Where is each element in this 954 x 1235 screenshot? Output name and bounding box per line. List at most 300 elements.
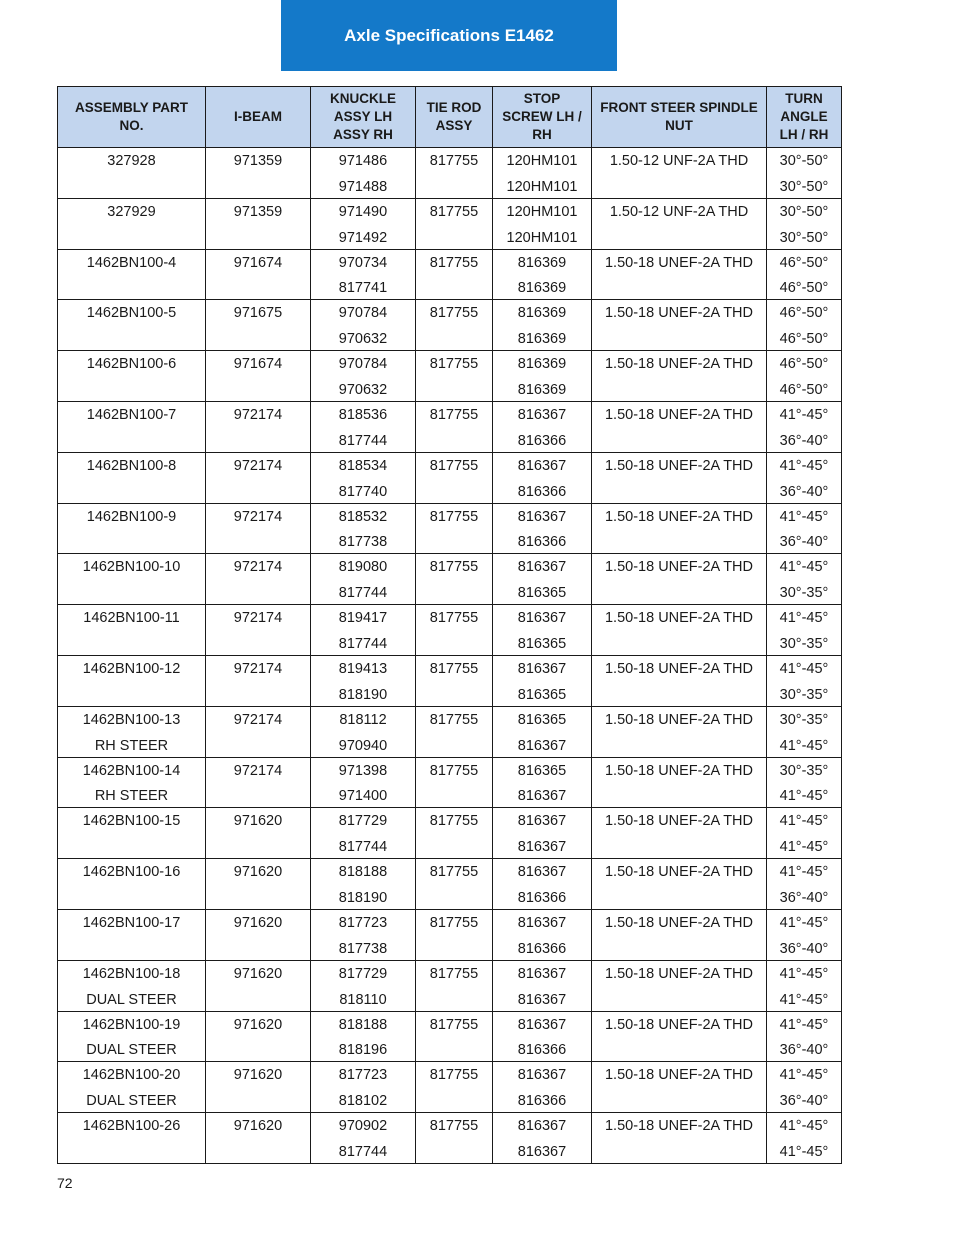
spindle-nut-cell xyxy=(592,1062,767,1113)
knuckle-cell xyxy=(311,859,416,910)
knuckle-cell xyxy=(311,706,416,757)
tie-rod-cell xyxy=(416,909,493,960)
tie-rod-value: 817755 xyxy=(429,254,479,271)
spindle-nut-cell xyxy=(592,859,767,910)
spindle-nut-value: 1.50-18 UNEF-2A THD xyxy=(604,864,753,881)
knuckle-cell xyxy=(311,1011,416,1062)
assembly-part-cell xyxy=(58,960,206,1011)
stop-screw-line-2: 816365 xyxy=(517,585,567,602)
turn-angle-line-2: 41°-45° xyxy=(779,788,829,805)
assembly-part-line-1: 1462BN100-15 xyxy=(82,813,181,830)
stop-screw-line-2: 816366 xyxy=(517,1042,567,1059)
i-beam-value: 972174 xyxy=(233,610,283,627)
spindle-nut-value: 1.50-18 UNEF-2A THD xyxy=(604,1067,753,1084)
tie-rod-cell xyxy=(416,503,493,554)
tie-rod-value: 817755 xyxy=(429,762,479,779)
knuckle-line-1: 817723 xyxy=(338,1067,388,1084)
spindle-nut-value: 1.50-18 UNEF-2A THD xyxy=(604,762,753,779)
turn-angle-line-2: 30°-35° xyxy=(779,635,829,652)
knuckle-cell xyxy=(311,148,416,199)
assembly-part-line-1: 1462BN100-6 xyxy=(86,356,177,373)
stop-screw-line-1: 816367 xyxy=(517,1016,567,1033)
spindle-nut-value: 1.50-18 UNEF-2A THD xyxy=(604,965,753,982)
assembly-part-cell xyxy=(58,706,206,757)
knuckle-line-2: 817744 xyxy=(338,585,388,602)
turn-angle-line-1: 46°-50° xyxy=(779,305,829,322)
assembly-part-line-1: 1462BN100-7 xyxy=(86,406,177,423)
table-row xyxy=(58,655,842,706)
table-row xyxy=(58,300,842,351)
knuckle-cell xyxy=(311,808,416,859)
stop-screw-line-2: 816367 xyxy=(517,839,567,856)
stop-screw-line-2: 816366 xyxy=(517,889,567,906)
stop-screw-line-2: 816366 xyxy=(517,534,567,551)
stop-screw-line-1: 816367 xyxy=(517,1067,567,1084)
page-title xyxy=(281,0,617,71)
knuckle-line-2: 817740 xyxy=(338,483,388,500)
i-beam-cell xyxy=(206,960,311,1011)
assembly-part-cell xyxy=(58,198,206,249)
stop-screw-cell xyxy=(493,300,592,351)
spindle-nut-cell xyxy=(592,554,767,605)
turn-angle-line-1: 41°-45° xyxy=(779,864,829,881)
turn-angle-line-2: 36°-40° xyxy=(779,483,829,500)
i-beam-value: 971620 xyxy=(233,1118,283,1135)
turn-angle-line-2: 41°-45° xyxy=(779,737,829,754)
tie-rod-value: 817755 xyxy=(429,406,479,423)
stop-screw-line-2: 816367 xyxy=(517,1143,567,1160)
assembly-part-cell xyxy=(58,655,206,706)
knuckle-line-2: 817738 xyxy=(338,534,388,551)
knuckle-line-2: 971488 xyxy=(338,178,388,195)
table-row xyxy=(58,554,842,605)
col-header-stop-screw: STOP SCREW LH / RH xyxy=(493,87,592,148)
knuckle-cell xyxy=(311,503,416,554)
header-row xyxy=(58,87,842,148)
assembly-part-cell xyxy=(58,452,206,503)
knuckle-line-2: 970940 xyxy=(338,737,388,754)
turn-angle-cell xyxy=(767,1011,842,1062)
turn-angle-cell xyxy=(767,198,842,249)
i-beam-cell xyxy=(206,605,311,656)
stop-screw-line-1: 816367 xyxy=(517,1118,567,1135)
knuckle-line-1: 817723 xyxy=(338,914,388,931)
stop-screw-cell xyxy=(493,960,592,1011)
assembly-part-line-2: DUAL STEER xyxy=(86,1093,177,1110)
knuckle-line-1: 818188 xyxy=(338,1016,388,1033)
turn-angle-line-2: 36°-40° xyxy=(779,1093,829,1110)
turn-angle-cell xyxy=(767,300,842,351)
turn-angle-line-2: 41°-45° xyxy=(779,839,829,856)
turn-angle-cell xyxy=(767,808,842,859)
assembly-part-cell xyxy=(58,148,206,199)
assembly-part-line-1: 327929 xyxy=(107,203,156,220)
stop-screw-cell xyxy=(493,503,592,554)
tie-rod-cell xyxy=(416,452,493,503)
i-beam-cell xyxy=(206,655,311,706)
knuckle-line-1: 818536 xyxy=(338,406,388,423)
assembly-part-line-1: 1462BN100-8 xyxy=(86,457,177,474)
knuckle-line-1: 819417 xyxy=(338,610,388,627)
i-beam-cell xyxy=(206,503,311,554)
turn-angle-line-1: 41°-45° xyxy=(779,508,829,525)
turn-angle-line-1: 41°-45° xyxy=(779,914,829,931)
stop-screw-line-2: 816367 xyxy=(517,788,567,805)
spindle-nut-value: 1.50-12 UNF-2A THD xyxy=(609,203,749,220)
spindle-nut-cell xyxy=(592,452,767,503)
tie-rod-cell xyxy=(416,605,493,656)
page-title-text: Axle Specifications E1462 xyxy=(344,25,554,45)
table-body xyxy=(58,148,842,1164)
tie-rod-value: 817755 xyxy=(429,1016,479,1033)
knuckle-cell xyxy=(311,757,416,808)
turn-angle-line-1: 41°-45° xyxy=(779,1067,829,1084)
assembly-part-line-1: 1462BN100-20 xyxy=(82,1067,181,1084)
i-beam-value: 971359 xyxy=(233,203,283,220)
assembly-part-line-1: 327928 xyxy=(107,153,156,169)
knuckle-line-2: 817741 xyxy=(338,280,388,297)
turn-angle-cell xyxy=(767,859,842,910)
turn-angle-line-1: 41°-45° xyxy=(779,406,829,423)
knuckle-line-1: 817729 xyxy=(338,965,388,982)
knuckle-cell xyxy=(311,249,416,300)
tie-rod-cell xyxy=(416,706,493,757)
turn-angle-line-1: 30°-50° xyxy=(779,153,829,169)
knuckle-line-1: 819080 xyxy=(338,559,388,576)
knuckle-line-1: 970734 xyxy=(338,254,388,271)
stop-screw-cell xyxy=(493,198,592,249)
spindle-nut-cell xyxy=(592,808,767,859)
assembly-part-line-2: RH STEER xyxy=(94,737,169,754)
spindle-nut-cell xyxy=(592,198,767,249)
knuckle-line-1: 818532 xyxy=(338,508,388,525)
stop-screw-line-2: 816369 xyxy=(517,331,567,348)
turn-angle-cell xyxy=(767,909,842,960)
turn-angle-cell xyxy=(767,655,842,706)
assembly-part-cell xyxy=(58,351,206,402)
knuckle-line-2: 817738 xyxy=(338,940,388,957)
spindle-nut-value: 1.50-18 UNEF-2A THD xyxy=(604,1118,753,1135)
turn-angle-cell xyxy=(767,605,842,656)
table-row xyxy=(58,503,842,554)
knuckle-cell xyxy=(311,909,416,960)
i-beam-value: 972174 xyxy=(233,660,283,677)
turn-angle-line-2: 36°-40° xyxy=(779,889,829,906)
turn-angle-line-1: 41°-45° xyxy=(779,610,829,627)
turn-angle-cell xyxy=(767,757,842,808)
assembly-part-line-1: 1462BN100-19 xyxy=(82,1016,181,1033)
spindle-nut-cell xyxy=(592,960,767,1011)
stop-screw-line-1: 816367 xyxy=(517,559,567,576)
col-header-tie-rod: TIE ROD ASSY xyxy=(416,87,493,148)
knuckle-cell xyxy=(311,960,416,1011)
tie-rod-cell xyxy=(416,249,493,300)
knuckle-cell xyxy=(311,351,416,402)
spindle-nut-cell xyxy=(592,1113,767,1164)
i-beam-value: 972174 xyxy=(233,406,283,423)
i-beam-value: 972174 xyxy=(233,711,283,728)
tie-rod-value: 817755 xyxy=(429,864,479,881)
turn-angle-line-1: 41°-45° xyxy=(779,1118,829,1135)
knuckle-line-1: 970902 xyxy=(338,1118,388,1135)
stop-screw-line-1: 816365 xyxy=(517,711,567,728)
assembly-part-cell xyxy=(58,300,206,351)
i-beam-cell xyxy=(206,757,311,808)
stop-screw-line-1: 816367 xyxy=(517,914,567,931)
assembly-part-cell xyxy=(58,401,206,452)
turn-angle-line-1: 41°-45° xyxy=(779,660,829,677)
tie-rod-cell xyxy=(416,1062,493,1113)
turn-angle-line-2: 36°-40° xyxy=(779,534,829,551)
turn-angle-line-2: 36°-40° xyxy=(779,432,829,449)
knuckle-line-1: 818112 xyxy=(339,711,387,728)
i-beam-cell xyxy=(206,401,311,452)
table-row xyxy=(58,706,842,757)
turn-angle-line-1: 41°-45° xyxy=(779,965,829,982)
spindle-nut-value: 1.50-18 UNEF-2A THD xyxy=(604,406,753,423)
stop-screw-line-1: 816369 xyxy=(517,356,567,373)
i-beam-cell xyxy=(206,1113,311,1164)
axle-spec-table xyxy=(57,86,842,1164)
table-row xyxy=(58,351,842,402)
table-row xyxy=(58,452,842,503)
turn-angle-line-1: 41°-45° xyxy=(779,457,829,474)
table-row xyxy=(58,1113,842,1164)
spindle-nut-cell xyxy=(592,706,767,757)
stop-screw-cell xyxy=(493,452,592,503)
turn-angle-line-2: 46°-50° xyxy=(779,381,829,398)
i-beam-value: 972174 xyxy=(233,508,283,525)
i-beam-cell xyxy=(206,1062,311,1113)
tie-rod-value: 817755 xyxy=(429,508,479,525)
i-beam-value: 971620 xyxy=(233,914,283,931)
tie-rod-value: 817755 xyxy=(429,153,479,169)
assembly-part-line-1: 1462BN100-5 xyxy=(86,305,177,322)
spindle-nut-cell xyxy=(592,300,767,351)
assembly-part-line-1: 1462BN100-26 xyxy=(82,1118,181,1135)
stop-screw-line-2: 816369 xyxy=(517,280,567,297)
tie-rod-cell xyxy=(416,808,493,859)
knuckle-line-1: 971490 xyxy=(338,203,388,220)
table-row xyxy=(58,859,842,910)
spindle-nut-value: 1.50-18 UNEF-2A THD xyxy=(604,1016,753,1033)
knuckle-line-2: 817744 xyxy=(338,635,388,652)
tie-rod-value: 817755 xyxy=(429,356,479,373)
assembly-part-cell xyxy=(58,757,206,808)
stop-screw-line-1: 816367 xyxy=(517,508,567,525)
spindle-nut-value: 1.50-18 UNEF-2A THD xyxy=(604,914,753,931)
stop-screw-line-2: 816365 xyxy=(517,686,567,703)
i-beam-value: 971620 xyxy=(233,965,283,982)
spindle-nut-value: 1.50-18 UNEF-2A THD xyxy=(604,711,753,728)
stop-screw-line-2: 120HM101 xyxy=(506,178,578,195)
knuckle-line-2: 817744 xyxy=(338,432,388,449)
turn-angle-line-1: 41°-45° xyxy=(779,813,829,830)
knuckle-line-2: 818110 xyxy=(339,991,387,1008)
tie-rod-cell xyxy=(416,960,493,1011)
stop-screw-cell xyxy=(493,401,592,452)
stop-screw-cell xyxy=(493,808,592,859)
col-header-i-beam: I-BEAM xyxy=(206,87,311,148)
knuckle-line-2: 817744 xyxy=(338,1143,388,1160)
spindle-nut-value: 1.50-18 UNEF-2A THD xyxy=(604,254,753,271)
assembly-part-cell xyxy=(58,1113,206,1164)
stop-screw-cell xyxy=(493,148,592,199)
turn-angle-line-2: 30°-50° xyxy=(779,229,829,246)
stop-screw-line-1: 120HM101 xyxy=(506,203,578,220)
assembly-part-cell xyxy=(58,859,206,910)
spindle-nut-cell xyxy=(592,655,767,706)
stop-screw-line-1: 816367 xyxy=(517,457,567,474)
spindle-nut-cell xyxy=(592,351,767,402)
stop-screw-line-1: 816369 xyxy=(517,305,567,322)
knuckle-line-1: 818534 xyxy=(338,457,388,474)
turn-angle-cell xyxy=(767,351,842,402)
stop-screw-line-2: 816367 xyxy=(517,737,567,754)
assembly-part-line-1: 1462BN100-13 xyxy=(82,711,181,728)
knuckle-cell xyxy=(311,554,416,605)
i-beam-cell xyxy=(206,1011,311,1062)
turn-angle-line-1: 41°-45° xyxy=(779,1016,829,1033)
table-row xyxy=(58,401,842,452)
turn-angle-line-2: 46°-50° xyxy=(779,331,829,348)
table-row xyxy=(58,808,842,859)
stop-screw-cell xyxy=(493,249,592,300)
tie-rod-value: 817755 xyxy=(429,1118,479,1135)
stop-screw-line-2: 816365 xyxy=(517,635,567,652)
stop-screw-cell xyxy=(493,1113,592,1164)
turn-angle-cell xyxy=(767,401,842,452)
knuckle-cell xyxy=(311,198,416,249)
turn-angle-line-2: 36°-40° xyxy=(779,940,829,957)
assembly-part-line-1: 1462BN100-17 xyxy=(82,914,181,931)
turn-angle-cell xyxy=(767,249,842,300)
spindle-nut-value: 1.50-18 UNEF-2A THD xyxy=(604,457,753,474)
stop-screw-line-1: 816367 xyxy=(517,864,567,881)
turn-angle-line-1: 30°-35° xyxy=(779,711,829,728)
knuckle-line-1: 817729 xyxy=(338,813,388,830)
table-row xyxy=(58,909,842,960)
stop-screw-line-1: 816367 xyxy=(517,813,567,830)
tie-rod-value: 817755 xyxy=(429,305,479,322)
spindle-nut-value: 1.50-12 UNF-2A THD xyxy=(609,153,749,169)
table-header xyxy=(58,87,842,148)
assembly-part-line-1: 1462BN100-4 xyxy=(86,254,177,271)
knuckle-line-2: 971400 xyxy=(338,788,388,805)
spindle-nut-value: 1.50-18 UNEF-2A THD xyxy=(604,660,753,677)
knuckle-line-2: 818190 xyxy=(338,686,388,703)
table-row xyxy=(58,757,842,808)
stop-screw-line-2: 816367 xyxy=(517,991,567,1008)
tie-rod-value: 817755 xyxy=(429,203,479,220)
turn-angle-line-2: 30°-35° xyxy=(779,585,829,602)
knuckle-line-2: 817744 xyxy=(338,839,388,856)
turn-angle-cell xyxy=(767,1113,842,1164)
knuckle-cell xyxy=(311,655,416,706)
turn-angle-line-1: 41°-45° xyxy=(779,559,829,576)
i-beam-cell xyxy=(206,249,311,300)
assembly-part-line-1: 1462BN100-12 xyxy=(82,660,181,677)
tie-rod-cell xyxy=(416,198,493,249)
stop-screw-line-1: 816367 xyxy=(517,660,567,677)
turn-angle-cell xyxy=(767,960,842,1011)
stop-screw-cell xyxy=(493,655,592,706)
tie-rod-value: 817755 xyxy=(429,660,479,677)
knuckle-line-2: 818102 xyxy=(338,1093,388,1110)
assembly-part-cell xyxy=(58,909,206,960)
turn-angle-cell xyxy=(767,706,842,757)
tie-rod-cell xyxy=(416,351,493,402)
knuckle-line-2: 818190 xyxy=(338,889,388,906)
assembly-part-cell xyxy=(58,249,206,300)
knuckle-line-1: 819413 xyxy=(338,660,388,677)
spindle-nut-value: 1.50-18 UNEF-2A THD xyxy=(604,610,753,627)
tie-rod-value: 817755 xyxy=(429,711,479,728)
turn-angle-line-2: 46°-50° xyxy=(779,280,829,297)
turn-angle-line-2: 41°-45° xyxy=(779,1143,829,1160)
i-beam-value: 971620 xyxy=(233,1016,283,1033)
page-number: 72 xyxy=(57,1175,73,1191)
knuckle-cell xyxy=(311,605,416,656)
turn-angle-cell xyxy=(767,452,842,503)
i-beam-value: 971620 xyxy=(233,813,283,830)
assembly-part-line-1: 1462BN100-11 xyxy=(83,610,180,627)
turn-angle-cell xyxy=(767,503,842,554)
knuckle-line-1: 970784 xyxy=(338,305,388,322)
spindle-nut-cell xyxy=(592,1011,767,1062)
spindle-nut-value: 1.50-18 UNEF-2A THD xyxy=(604,305,753,322)
stop-screw-cell xyxy=(493,554,592,605)
stop-screw-line-1: 816365 xyxy=(517,762,567,779)
i-beam-value: 971359 xyxy=(233,153,283,169)
table-row xyxy=(58,1062,842,1113)
knuckle-line-2: 971492 xyxy=(338,229,388,246)
knuckle-cell xyxy=(311,401,416,452)
i-beam-value: 972174 xyxy=(233,559,283,576)
assembly-part-line-2: RH STEER xyxy=(94,788,169,805)
knuckle-cell xyxy=(311,300,416,351)
spindle-nut-value: 1.50-18 UNEF-2A THD xyxy=(604,559,753,576)
stop-screw-line-2: 816366 xyxy=(517,432,567,449)
knuckle-line-2: 970632 xyxy=(338,381,388,398)
stop-screw-cell xyxy=(493,859,592,910)
knuckle-line-2: 970632 xyxy=(338,331,388,348)
tie-rod-value: 817755 xyxy=(429,610,479,627)
stop-screw-cell xyxy=(493,351,592,402)
turn-angle-cell xyxy=(767,1062,842,1113)
turn-angle-cell xyxy=(767,554,842,605)
i-beam-cell xyxy=(206,808,311,859)
spindle-nut-cell xyxy=(592,401,767,452)
assembly-part-cell xyxy=(58,605,206,656)
stop-screw-line-2: 816369 xyxy=(517,381,567,398)
knuckle-line-1: 818188 xyxy=(338,864,388,881)
knuckle-line-1: 971486 xyxy=(338,153,388,169)
stop-screw-line-2: 816366 xyxy=(517,1093,567,1110)
col-header-spindle-nut: FRONT STEER SPINDLE NUT xyxy=(592,87,767,148)
i-beam-value: 971620 xyxy=(233,864,283,881)
table-row xyxy=(58,148,842,199)
tie-rod-value: 817755 xyxy=(429,914,479,931)
tie-rod-cell xyxy=(416,554,493,605)
spindle-nut-value: 1.50-18 UNEF-2A THD xyxy=(604,356,753,373)
turn-angle-cell xyxy=(767,148,842,199)
spindle-nut-cell xyxy=(592,148,767,199)
i-beam-cell xyxy=(206,452,311,503)
turn-angle-line-1: 46°-50° xyxy=(779,254,829,271)
assembly-part-line-1: 1462BN100-18 xyxy=(82,965,181,982)
table-row xyxy=(58,198,842,249)
